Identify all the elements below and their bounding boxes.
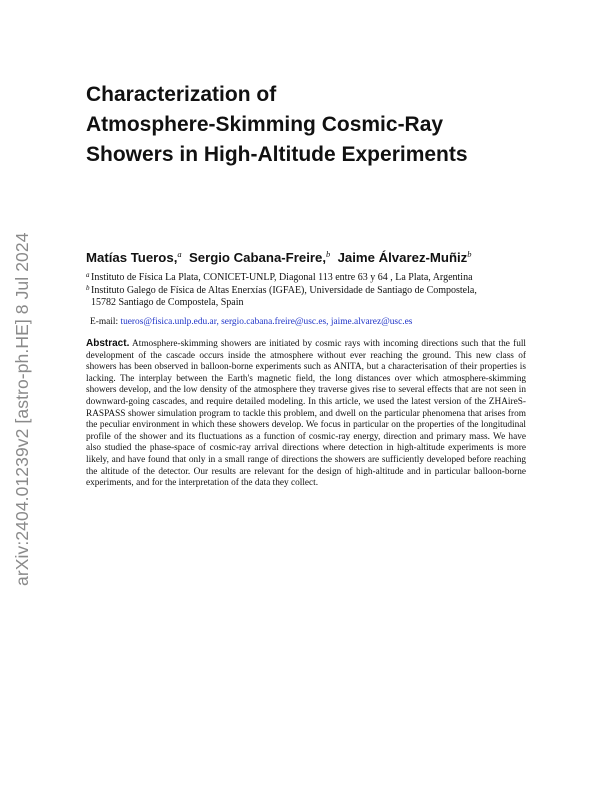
affiliation-entry [86, 285, 526, 310]
author-list [86, 250, 472, 265]
author-name: Sergio Cabana-Freire, [188, 250, 326, 265]
affiliations [86, 272, 526, 310]
affiliation-mark: a [86, 271, 90, 279]
author-name: Jaime Álvarez-Muñiz [337, 250, 468, 265]
affiliation-entry [86, 272, 526, 285]
abstract-text: Atmosphere-skimming showers are initiated by cosmic rays with incoming directions such that the full development of the cascade occurs inside the atmosphere without ever reaching the ground. This new class of showers has been observed in balloon-borne experiments such as ANITA, but a characterisation of their properties is lacking. The interplay between the Earth's magnetic field, the long distances over which atmosphere-skimming showers develop, and the low density of the atmosphere they traverse gives rise to several effects that are not seen in downward-going cascades, and require detailed modeling. In this article, we used the latest version of the ZHAireS-RASPASS shower simulation program to tackle this problem, and dwell on the particular phenomena that arises from the peculiar environment in which these showers develop. We focus in particular on the properties of the longitudinal profile of the shower and its fluctuations as a function of cosmic-ray energy, direction and primary mass. We have also studied the phase-space of cosmic-ray arrival directions where detection in high-altitude experiments is more likely, and have found that only in a small range of directions the showers are sufficiently developed before reaching the altitude of the detector. Our results are relevant for the design of high-altitude and in particular balloon-borne experiments, and for the interpretation of the data they collect. [86, 339, 527, 489]
affiliation-text: Instituto de Física La Plata, CONICET-UNLP, Diagonal 113 entre 63 y 64 , La Plata, Argentina [91, 272, 473, 283]
affiliation-mark: a [177, 249, 182, 259]
email-line [90, 317, 412, 327]
affiliation-text: 15782 Santiago de Compostela, Spain [91, 297, 244, 308]
paper-title [86, 80, 556, 170]
affiliation-mark: b [325, 249, 331, 259]
title-line: Atmosphere-Skimming Cosmic-Ray [86, 113, 444, 136]
arxiv-identifier: arXiv:2404.01239v2 [astro-ph.HE] 8 Jul 2024 [12, 232, 32, 586]
affiliation-mark: b [86, 283, 90, 292]
author-name: Matías Tueros, [86, 250, 178, 265]
affiliation-text: Instituto Galego de Física de Altas Enerxías (IGFAE), Universidade de Santiago de Compostela, [91, 284, 477, 296]
title-line: Showers in High-Altitude Experiments [86, 143, 468, 166]
email-link[interactable]: tueros@fisica.unlp.edu.ar, [120, 317, 219, 327]
abstract [86, 338, 526, 490]
email-link[interactable]: sergio.cabana.freire@usc.es, [221, 317, 329, 327]
affiliation-mark: b [467, 249, 472, 259]
title-line: Characterization of [86, 83, 277, 106]
email-label: E-mail: [90, 317, 119, 327]
abstract-label: Abstract. [86, 338, 130, 349]
email-link[interactable]: jaime.alvarez@usc.es [330, 317, 413, 327]
